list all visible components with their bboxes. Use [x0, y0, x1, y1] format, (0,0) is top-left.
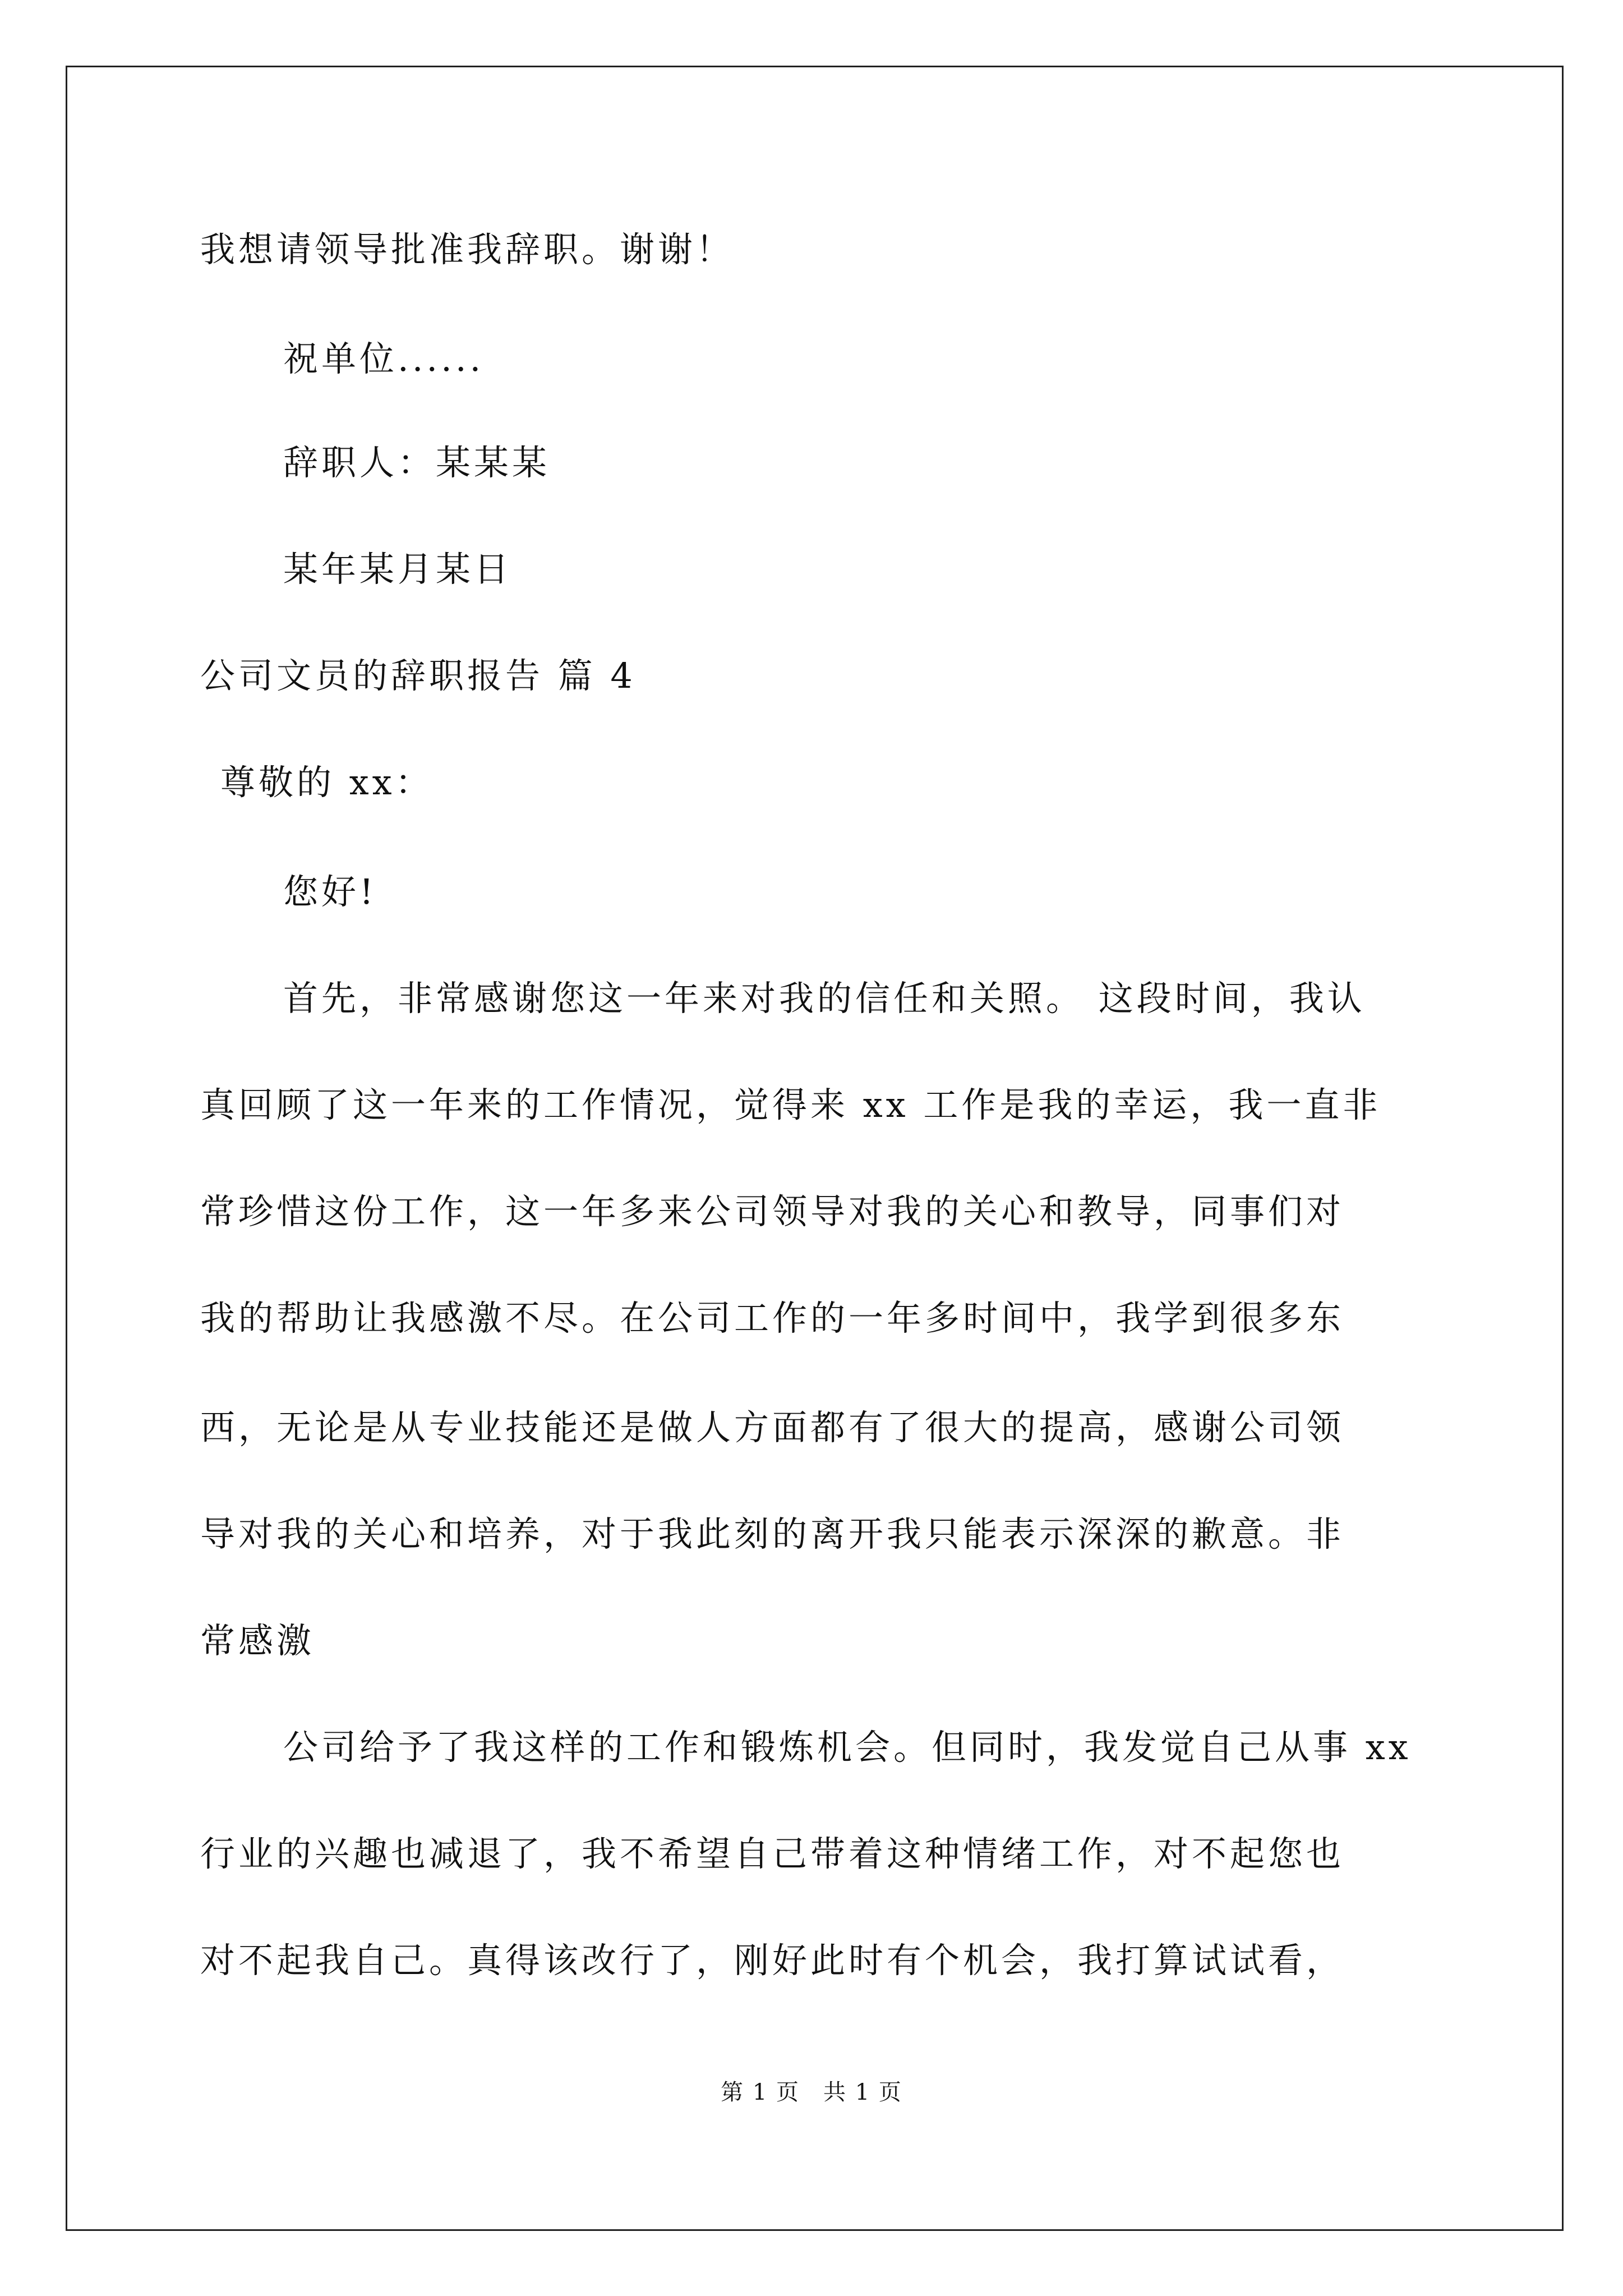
body-line: 我的帮助让我感激不尽。在公司工作的一年多时间中，我学到很多东	[200, 1297, 1345, 1338]
salutation: 尊敬的 xx：	[220, 762, 434, 803]
body-line: 首先，非常感谢您这一年来对我的信任和关照。 这段时间，我认	[283, 978, 1366, 1019]
text-line-closing-request: 我想请领导批准我辞职。谢谢！	[200, 229, 735, 270]
text-line-wish: 祝单位......	[283, 338, 485, 379]
body-line: 常珍惜这份工作，这一年多来公司领导对我的关心和教导，同事们对	[200, 1191, 1345, 1232]
body-line: 导对我的关心和培养，对于我此刻的离开我只能表示深深的歉意。非	[200, 1513, 1345, 1554]
text-line-signer: 辞职人：某某某	[283, 442, 551, 483]
text-line-date: 某年某月某日	[283, 549, 513, 590]
body-line: 行业的兴趣也减退了，我不希望自己带着这种情绪工作，对不起您也	[200, 1833, 1345, 1874]
body-line: 对不起我自己。真得该改行了，刚好此时有个机会，我打算试试看，	[200, 1940, 1345, 1981]
greeting: 您好!	[283, 871, 377, 912]
page-number-footer: 第 1 页 共 1 页	[721, 2079, 902, 2105]
body-line: 西，无论是从专业技能还是做人方面都有了很大的提高，感谢公司领	[200, 1407, 1345, 1448]
page-border	[66, 66, 1564, 2231]
body-line: 常感激	[200, 1620, 315, 1661]
body-line: 公司给予了我这样的工作和锻炼机会。但同时，我发觉自己从事 xx	[283, 1727, 1412, 1768]
section-heading: 公司文员的辞职报告 篇 4	[200, 655, 636, 696]
body-line: 真回顾了这一年来的工作情况，觉得来 xx 工作是我的幸运，我一直非	[200, 1084, 1381, 1125]
